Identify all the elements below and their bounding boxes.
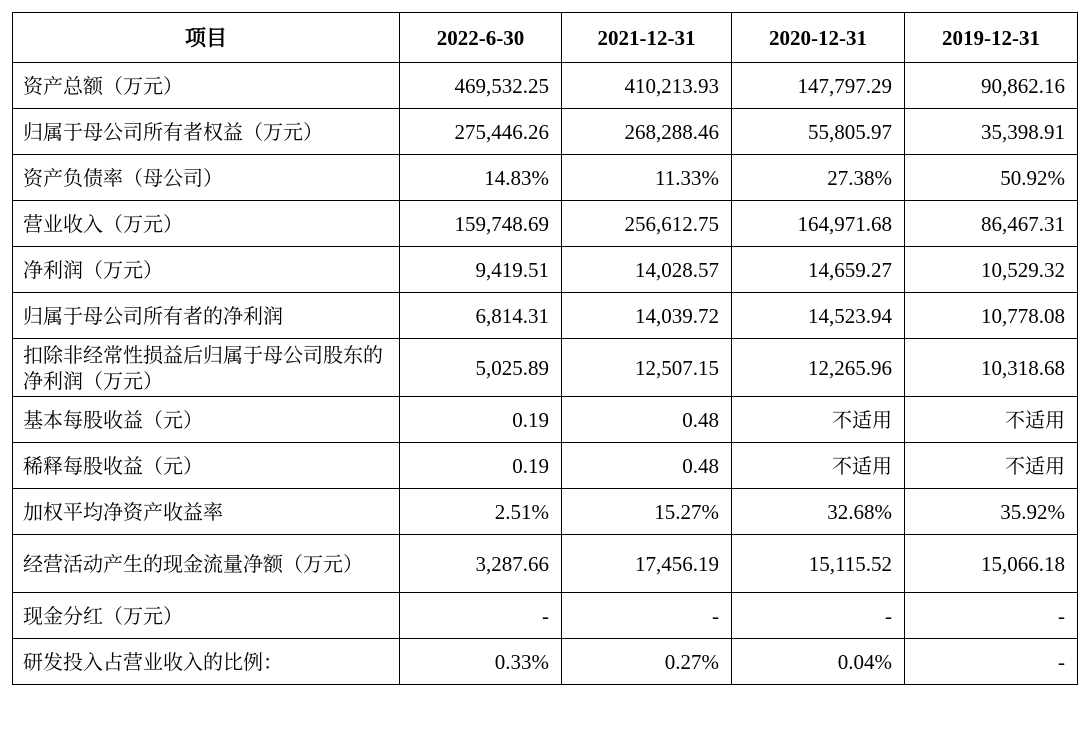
row-label: 资产总额（万元） xyxy=(13,63,400,109)
table-row xyxy=(13,593,1078,639)
row-label: 经营活动产生的现金流量净额（万元） xyxy=(13,535,400,593)
table-row xyxy=(13,489,1078,535)
table-row xyxy=(13,247,1078,293)
table-row xyxy=(13,293,1078,339)
cell-value: 32.68% xyxy=(732,489,905,535)
cell-value: 10,529.32 xyxy=(905,247,1078,293)
cell-value: 14,039.72 xyxy=(562,293,732,339)
cell-value: 11.33% xyxy=(562,155,732,201)
header-2021-12-31: 2021-12-31 xyxy=(562,13,732,63)
row-label: 资产负债率（母公司） xyxy=(13,155,400,201)
row-label: 研发投入占营业收入的比例： xyxy=(13,639,400,685)
cell-value: 0.19 xyxy=(400,443,562,489)
cell-value: 147,797.29 xyxy=(732,63,905,109)
cell-value: 469,532.25 xyxy=(400,63,562,109)
cell-value: 不适用 xyxy=(732,397,905,443)
cell-value: 268,288.46 xyxy=(562,109,732,155)
row-label: 扣除非经常性损益后归属于母公司股东的净利润（万元） xyxy=(13,339,400,397)
cell-value: 9,419.51 xyxy=(400,247,562,293)
cell-value: 15.27% xyxy=(562,489,732,535)
row-label: 现金分红（万元） xyxy=(13,593,400,639)
row-label: 营业收入（万元） xyxy=(13,201,400,247)
cell-value: 275,446.26 xyxy=(400,109,562,155)
cell-value: 2.51% xyxy=(400,489,562,535)
cell-value: 164,971.68 xyxy=(732,201,905,247)
cell-value: 12,265.96 xyxy=(732,339,905,397)
table-row xyxy=(13,397,1078,443)
cell-value: 12,507.15 xyxy=(562,339,732,397)
cell-value: 0.04% xyxy=(732,639,905,685)
table-row xyxy=(13,155,1078,201)
cell-value: 0.19 xyxy=(400,397,562,443)
cell-value: 55,805.97 xyxy=(732,109,905,155)
table-row xyxy=(13,535,1078,593)
cell-value: 0.48 xyxy=(562,443,732,489)
cell-value: 86,467.31 xyxy=(905,201,1078,247)
header-2022-6-30: 2022-6-30 xyxy=(400,13,562,63)
cell-value: 10,778.08 xyxy=(905,293,1078,339)
table-row xyxy=(13,339,1078,397)
row-label: 归属于母公司所有者的净利润 xyxy=(13,293,400,339)
row-label: 归属于母公司所有者权益（万元） xyxy=(13,109,400,155)
cell-value: 0.33% xyxy=(400,639,562,685)
financial-table-container xyxy=(12,12,1078,685)
row-label: 基本每股收益（元） xyxy=(13,397,400,443)
cell-value: - xyxy=(905,639,1078,685)
table-row xyxy=(13,443,1078,489)
cell-value: 90,862.16 xyxy=(905,63,1078,109)
cell-value: 0.27% xyxy=(562,639,732,685)
cell-value: 5,025.89 xyxy=(400,339,562,397)
cell-value: 17,456.19 xyxy=(562,535,732,593)
cell-value: 50.92% xyxy=(905,155,1078,201)
header-2020-12-31: 2020-12-31 xyxy=(732,13,905,63)
header-2019-12-31: 2019-12-31 xyxy=(905,13,1078,63)
header-item: 项目 xyxy=(13,13,400,63)
cell-value: 不适用 xyxy=(905,397,1078,443)
cell-value: 14,523.94 xyxy=(732,293,905,339)
cell-value: - xyxy=(400,593,562,639)
cell-value: - xyxy=(562,593,732,639)
cell-value: 14.83% xyxy=(400,155,562,201)
cell-value: 14,028.57 xyxy=(562,247,732,293)
cell-value: 35.92% xyxy=(905,489,1078,535)
cell-value: 10,318.68 xyxy=(905,339,1078,397)
table-header-row xyxy=(13,13,1078,63)
cell-value: 35,398.91 xyxy=(905,109,1078,155)
cell-value: 256,612.75 xyxy=(562,201,732,247)
cell-value: 3,287.66 xyxy=(400,535,562,593)
cell-value: - xyxy=(732,593,905,639)
row-label: 加权平均净资产收益率 xyxy=(13,489,400,535)
table-row xyxy=(13,201,1078,247)
table-row xyxy=(13,639,1078,685)
financial-summary-table xyxy=(12,12,1078,685)
cell-value: 6,814.31 xyxy=(400,293,562,339)
cell-value: 27.38% xyxy=(732,155,905,201)
table-row xyxy=(13,63,1078,109)
cell-value: 0.48 xyxy=(562,397,732,443)
cell-value: 14,659.27 xyxy=(732,247,905,293)
cell-value: 159,748.69 xyxy=(400,201,562,247)
cell-value: 15,115.52 xyxy=(732,535,905,593)
table-row xyxy=(13,109,1078,155)
row-label: 净利润（万元） xyxy=(13,247,400,293)
cell-value: 410,213.93 xyxy=(562,63,732,109)
cell-value: 不适用 xyxy=(905,443,1078,489)
cell-value: 不适用 xyxy=(732,443,905,489)
cell-value: - xyxy=(905,593,1078,639)
cell-value: 15,066.18 xyxy=(905,535,1078,593)
row-label: 稀释每股收益（元） xyxy=(13,443,400,489)
